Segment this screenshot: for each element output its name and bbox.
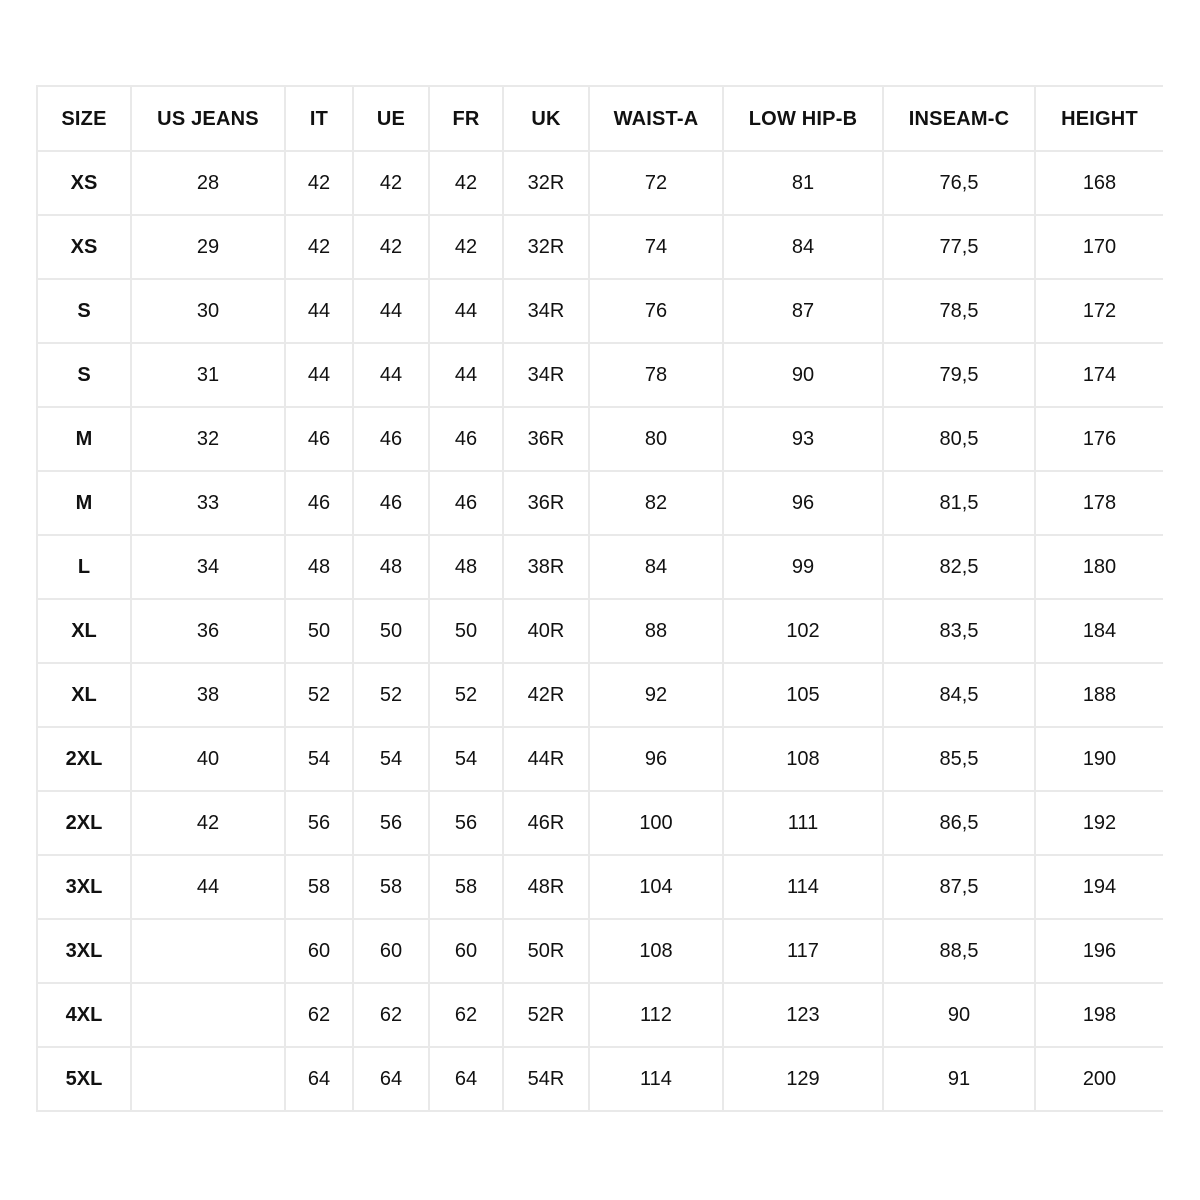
table-body bbox=[37, 151, 1163, 1111]
cell-us-jeans: 30 bbox=[131, 279, 285, 343]
cell-fr: 64 bbox=[429, 1047, 503, 1111]
cell-fr: 52 bbox=[429, 663, 503, 727]
cell-size: XL bbox=[37, 663, 131, 727]
cell-height: 170 bbox=[1035, 215, 1163, 279]
cell-it: 44 bbox=[285, 279, 353, 343]
cell-ue: 44 bbox=[353, 279, 429, 343]
table-row bbox=[37, 407, 1163, 471]
cell-waist-a: 112 bbox=[589, 983, 723, 1047]
cell-ue: 42 bbox=[353, 215, 429, 279]
cell-size: S bbox=[37, 279, 131, 343]
cell-height: 190 bbox=[1035, 727, 1163, 791]
cell-inseam-c: 90 bbox=[883, 983, 1035, 1047]
header-height: HEIGHT bbox=[1035, 86, 1163, 151]
cell-it: 60 bbox=[285, 919, 353, 983]
cell-size: 5XL bbox=[37, 1047, 131, 1111]
cell-waist-a: 114 bbox=[589, 1047, 723, 1111]
cell-size: M bbox=[37, 407, 131, 471]
cell-waist-a: 74 bbox=[589, 215, 723, 279]
cell-low-hip-b: 90 bbox=[723, 343, 883, 407]
header-waist-a: WAIST-A bbox=[589, 86, 723, 151]
cell-it: 54 bbox=[285, 727, 353, 791]
cell-size: 4XL bbox=[37, 983, 131, 1047]
cell-us-jeans bbox=[131, 1047, 285, 1111]
table-row bbox=[37, 1047, 1163, 1111]
table-row bbox=[37, 279, 1163, 343]
cell-it: 44 bbox=[285, 343, 353, 407]
cell-ue: 52 bbox=[353, 663, 429, 727]
cell-waist-a: 108 bbox=[589, 919, 723, 983]
cell-fr: 44 bbox=[429, 279, 503, 343]
cell-us-jeans: 40 bbox=[131, 727, 285, 791]
cell-fr: 46 bbox=[429, 407, 503, 471]
cell-fr: 58 bbox=[429, 855, 503, 919]
cell-inseam-c: 83,5 bbox=[883, 599, 1035, 663]
cell-low-hip-b: 111 bbox=[723, 791, 883, 855]
cell-waist-a: 76 bbox=[589, 279, 723, 343]
header-uk: UK bbox=[503, 86, 589, 151]
cell-height: 196 bbox=[1035, 919, 1163, 983]
table-row bbox=[37, 599, 1163, 663]
cell-us-jeans: 31 bbox=[131, 343, 285, 407]
table-header bbox=[37, 86, 1163, 151]
cell-size: XL bbox=[37, 599, 131, 663]
cell-ue: 46 bbox=[353, 407, 429, 471]
header-row bbox=[37, 86, 1163, 151]
header-size: SIZE bbox=[37, 86, 131, 151]
cell-height: 184 bbox=[1035, 599, 1163, 663]
cell-fr: 42 bbox=[429, 215, 503, 279]
cell-fr: 62 bbox=[429, 983, 503, 1047]
cell-low-hip-b: 123 bbox=[723, 983, 883, 1047]
cell-height: 176 bbox=[1035, 407, 1163, 471]
cell-inseam-c: 76,5 bbox=[883, 151, 1035, 215]
cell-size: L bbox=[37, 535, 131, 599]
table-row bbox=[37, 855, 1163, 919]
cell-inseam-c: 82,5 bbox=[883, 535, 1035, 599]
cell-low-hip-b: 108 bbox=[723, 727, 883, 791]
cell-size: 3XL bbox=[37, 919, 131, 983]
header-ue: UE bbox=[353, 86, 429, 151]
cell-low-hip-b: 81 bbox=[723, 151, 883, 215]
cell-low-hip-b: 114 bbox=[723, 855, 883, 919]
size-chart-table bbox=[36, 85, 1163, 1112]
cell-it: 48 bbox=[285, 535, 353, 599]
cell-waist-a: 96 bbox=[589, 727, 723, 791]
cell-it: 64 bbox=[285, 1047, 353, 1111]
cell-waist-a: 84 bbox=[589, 535, 723, 599]
table-row bbox=[37, 983, 1163, 1047]
cell-height: 180 bbox=[1035, 535, 1163, 599]
cell-us-jeans: 36 bbox=[131, 599, 285, 663]
cell-waist-a: 78 bbox=[589, 343, 723, 407]
cell-uk: 32R bbox=[503, 215, 589, 279]
table-row bbox=[37, 343, 1163, 407]
cell-it: 42 bbox=[285, 215, 353, 279]
cell-it: 62 bbox=[285, 983, 353, 1047]
cell-uk: 54R bbox=[503, 1047, 589, 1111]
cell-height: 174 bbox=[1035, 343, 1163, 407]
cell-ue: 58 bbox=[353, 855, 429, 919]
cell-low-hip-b: 84 bbox=[723, 215, 883, 279]
cell-uk: 36R bbox=[503, 471, 589, 535]
cell-it: 58 bbox=[285, 855, 353, 919]
cell-uk: 32R bbox=[503, 151, 589, 215]
cell-size: M bbox=[37, 471, 131, 535]
cell-ue: 60 bbox=[353, 919, 429, 983]
cell-us-jeans: 33 bbox=[131, 471, 285, 535]
cell-it: 42 bbox=[285, 151, 353, 215]
cell-fr: 56 bbox=[429, 791, 503, 855]
cell-us-jeans: 29 bbox=[131, 215, 285, 279]
cell-uk: 48R bbox=[503, 855, 589, 919]
cell-uk: 38R bbox=[503, 535, 589, 599]
cell-size: 2XL bbox=[37, 791, 131, 855]
cell-waist-a: 104 bbox=[589, 855, 723, 919]
cell-height: 200 bbox=[1035, 1047, 1163, 1111]
header-fr: FR bbox=[429, 86, 503, 151]
cell-fr: 42 bbox=[429, 151, 503, 215]
table-row bbox=[37, 919, 1163, 983]
cell-uk: 40R bbox=[503, 599, 589, 663]
cell-waist-a: 72 bbox=[589, 151, 723, 215]
cell-height: 168 bbox=[1035, 151, 1163, 215]
cell-inseam-c: 78,5 bbox=[883, 279, 1035, 343]
table-row bbox=[37, 151, 1163, 215]
cell-low-hip-b: 102 bbox=[723, 599, 883, 663]
cell-waist-a: 92 bbox=[589, 663, 723, 727]
cell-low-hip-b: 87 bbox=[723, 279, 883, 343]
cell-ue: 56 bbox=[353, 791, 429, 855]
cell-uk: 44R bbox=[503, 727, 589, 791]
cell-inseam-c: 81,5 bbox=[883, 471, 1035, 535]
cell-low-hip-b: 99 bbox=[723, 535, 883, 599]
cell-low-hip-b: 93 bbox=[723, 407, 883, 471]
cell-us-jeans: 28 bbox=[131, 151, 285, 215]
cell-size: XS bbox=[37, 151, 131, 215]
table-row bbox=[37, 215, 1163, 279]
header-inseam-c: INSEAM-C bbox=[883, 86, 1035, 151]
cell-fr: 48 bbox=[429, 535, 503, 599]
cell-size: XS bbox=[37, 215, 131, 279]
cell-size: S bbox=[37, 343, 131, 407]
cell-us-jeans: 44 bbox=[131, 855, 285, 919]
cell-height: 172 bbox=[1035, 279, 1163, 343]
cell-uk: 34R bbox=[503, 279, 589, 343]
cell-size: 3XL bbox=[37, 855, 131, 919]
cell-inseam-c: 79,5 bbox=[883, 343, 1035, 407]
cell-fr: 50 bbox=[429, 599, 503, 663]
table-row bbox=[37, 663, 1163, 727]
cell-it: 50 bbox=[285, 599, 353, 663]
cell-us-jeans: 32 bbox=[131, 407, 285, 471]
cell-waist-a: 100 bbox=[589, 791, 723, 855]
cell-height: 194 bbox=[1035, 855, 1163, 919]
cell-fr: 46 bbox=[429, 471, 503, 535]
cell-us-jeans: 34 bbox=[131, 535, 285, 599]
cell-uk: 34R bbox=[503, 343, 589, 407]
table-row bbox=[37, 471, 1163, 535]
header-us-jeans: US JEANS bbox=[131, 86, 285, 151]
cell-us-jeans bbox=[131, 919, 285, 983]
cell-fr: 60 bbox=[429, 919, 503, 983]
cell-height: 198 bbox=[1035, 983, 1163, 1047]
cell-uk: 36R bbox=[503, 407, 589, 471]
cell-ue: 54 bbox=[353, 727, 429, 791]
cell-fr: 44 bbox=[429, 343, 503, 407]
cell-inseam-c: 80,5 bbox=[883, 407, 1035, 471]
cell-low-hip-b: 96 bbox=[723, 471, 883, 535]
cell-ue: 42 bbox=[353, 151, 429, 215]
cell-low-hip-b: 105 bbox=[723, 663, 883, 727]
table-row bbox=[37, 535, 1163, 599]
table-row bbox=[37, 727, 1163, 791]
cell-uk: 42R bbox=[503, 663, 589, 727]
header-low-hip-b: LOW HIP-B bbox=[723, 86, 883, 151]
cell-us-jeans bbox=[131, 983, 285, 1047]
header-it: IT bbox=[285, 86, 353, 151]
cell-uk: 52R bbox=[503, 983, 589, 1047]
cell-inseam-c: 84,5 bbox=[883, 663, 1035, 727]
cell-ue: 44 bbox=[353, 343, 429, 407]
cell-waist-a: 80 bbox=[589, 407, 723, 471]
cell-height: 178 bbox=[1035, 471, 1163, 535]
cell-inseam-c: 88,5 bbox=[883, 919, 1035, 983]
cell-uk: 50R bbox=[503, 919, 589, 983]
cell-ue: 64 bbox=[353, 1047, 429, 1111]
cell-inseam-c: 86,5 bbox=[883, 791, 1035, 855]
cell-it: 46 bbox=[285, 407, 353, 471]
cell-low-hip-b: 129 bbox=[723, 1047, 883, 1111]
cell-waist-a: 88 bbox=[589, 599, 723, 663]
cell-ue: 46 bbox=[353, 471, 429, 535]
cell-us-jeans: 38 bbox=[131, 663, 285, 727]
cell-inseam-c: 77,5 bbox=[883, 215, 1035, 279]
cell-us-jeans: 42 bbox=[131, 791, 285, 855]
cell-uk: 46R bbox=[503, 791, 589, 855]
table-row bbox=[37, 791, 1163, 855]
cell-ue: 50 bbox=[353, 599, 429, 663]
cell-inseam-c: 85,5 bbox=[883, 727, 1035, 791]
cell-inseam-c: 87,5 bbox=[883, 855, 1035, 919]
cell-height: 188 bbox=[1035, 663, 1163, 727]
cell-height: 192 bbox=[1035, 791, 1163, 855]
cell-inseam-c: 91 bbox=[883, 1047, 1035, 1111]
cell-ue: 62 bbox=[353, 983, 429, 1047]
cell-it: 52 bbox=[285, 663, 353, 727]
cell-it: 56 bbox=[285, 791, 353, 855]
cell-it: 46 bbox=[285, 471, 353, 535]
cell-waist-a: 82 bbox=[589, 471, 723, 535]
cell-low-hip-b: 117 bbox=[723, 919, 883, 983]
cell-fr: 54 bbox=[429, 727, 503, 791]
cell-ue: 48 bbox=[353, 535, 429, 599]
cell-size: 2XL bbox=[37, 727, 131, 791]
